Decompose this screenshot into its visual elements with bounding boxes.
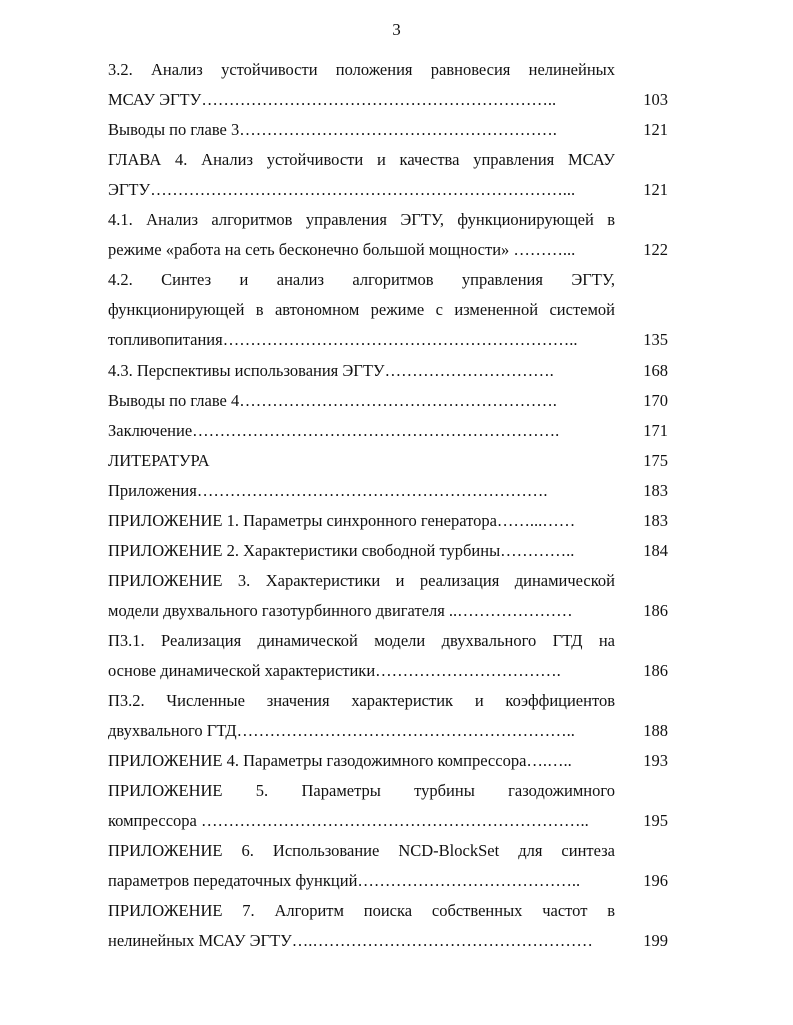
toc-entry-text: Выводы по главе 3…………………………………………………. [108,120,557,140]
toc-line [108,389,668,413]
toc-line [108,659,668,683]
toc-page-number: 170 [643,390,668,410]
toc-page-number: 196 [643,871,668,891]
page-number: 3 [392,20,401,39]
toc-line [108,569,668,593]
toc-entry-text: П3.1. Реализация динамической модели двухвального ГТД на [108,630,615,650]
toc-entry-text: параметров передаточных функций………………………………….. [108,871,581,891]
toc-page-number: 184 [643,540,668,560]
toc-entry-text: функционирующей в автономном режиме с измененной системой [108,300,615,320]
toc-entry-text: ПРИЛОЖЕНИЕ 4. Параметры газодожимного компрессора….….. [108,751,572,771]
toc-page-number: 195 [643,811,668,831]
toc-entry-text: топливопитания……………………………………………………….. [108,330,578,350]
toc-entry-text: двухвального ГТД…………………………………………………….. [108,721,575,741]
toc-line [108,869,668,893]
toc-line [108,268,668,292]
toc-line [108,449,668,473]
toc-line [108,749,668,773]
toc-entry-text: компрессора …………………………………………………………….. [108,811,589,831]
toc-page-number: 193 [643,751,668,771]
toc-page-number: 188 [643,721,668,741]
toc-line [108,58,668,82]
toc-entry-text: Заключение…………………………………………………………. [108,420,560,440]
toc-page-number: 183 [643,510,668,530]
toc-entry-text: ПРИЛОЖЕНИЕ 3. Характеристики и реализация динамической [108,570,615,590]
toc-entry-text: Приложения………………………………………………………. [108,480,548,500]
toc-entry-text: режиме «работа на сеть бесконечно большой мощности» ………... [108,240,576,260]
toc-page-number: 103 [643,90,668,110]
toc-line [108,839,668,863]
toc-line [108,509,668,533]
toc-line [108,719,668,743]
toc-entry-text: 4.3. Перспективы использования ЭГТУ…………………………. [108,360,554,380]
toc-page-number: 135 [643,330,668,350]
toc-page-number: 171 [643,420,668,440]
toc-line [108,419,668,443]
toc-line [108,298,668,322]
toc-entry-text: МСАУ ЭГТУ……………………………………………………….. [108,90,557,110]
toc-line [108,178,668,202]
toc-entry-text: ЭГТУ…………………………………………………………………... [108,180,576,200]
toc-line [108,899,668,923]
toc-line [108,809,668,833]
toc-entry-text: основе динамической характеристики……………………………. [108,661,561,680]
toc-page-number: 175 [643,450,668,470]
toc-entry-text: Выводы по главе 4…………………………………………………. [108,390,557,410]
toc-entry-text: ПРИЛОЖЕНИЕ 2. Характеристики свободной турбины………….. [108,540,575,560]
toc-line [108,929,668,953]
toc-entry-text: 4.2. Синтез и анализ алгоритмов управления ЭГТУ, [108,270,615,290]
toc-entry-text: 3.2. Анализ устойчивости положения равновесия нелинейных [108,60,615,79]
toc-line [108,599,668,623]
toc-page-number: 122 [643,240,668,260]
toc-entry-text: нелинейных МСАУ ЭГТУ….…………………………………………… [108,931,593,951]
toc-entry-text: ГЛАВА 4. Анализ устойчивости и качества управления МСАУ [108,150,615,170]
toc-entry-text: ПРИЛОЖЕНИЕ 1. Параметры синхронного генератора……...…… [108,510,576,530]
toc-entry-text: модели двухвального газотурбинного двигателя ..………………… [108,600,573,620]
toc-line [108,238,668,262]
toc-page-number: 183 [643,480,668,500]
toc-line [108,779,668,803]
toc-line [108,88,668,112]
toc-entry-text: П3.2. Численные значения характеристик и коэффициентов [108,691,615,711]
toc-page-number: 199 [643,931,668,951]
toc-page-number: 168 [643,360,668,380]
toc-line [108,629,668,653]
toc-entry-text: 4.1. Анализ алгоритмов управления ЭГТУ, функционирующей в [108,210,615,230]
toc-page-number: 186 [643,600,668,620]
toc-page-number: 121 [643,120,668,140]
toc-line [108,208,668,232]
toc-line [108,148,668,172]
toc-line [108,539,668,563]
toc-line [108,328,668,352]
toc-entry-text: ПРИЛОЖЕНИЕ 5. Параметры турбины газодожимного [108,781,615,801]
toc-line [108,689,668,713]
toc-line [108,479,668,503]
toc-page-number: 121 [643,180,668,200]
toc-entry-text: ЛИТЕРАТУРА [108,450,210,470]
toc-line [108,118,668,142]
toc-entry-text: ПРИЛОЖЕНИЕ 7. Алгоритм поиска собственных частот в [108,901,615,921]
toc-line [108,359,668,383]
toc-page-number: 186 [643,661,668,680]
toc-entry-text: ПРИЛОЖЕНИЕ 6. Использование NCD-BlockSet для синтеза [108,841,615,861]
